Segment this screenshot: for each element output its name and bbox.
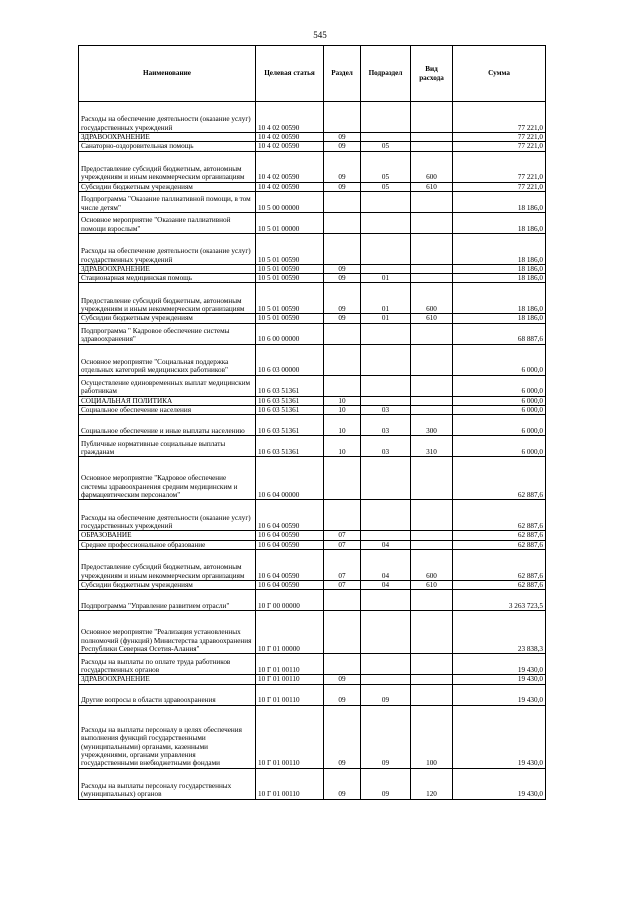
row-sum: 62 887,6 bbox=[453, 457, 546, 500]
row-subsection: 09 bbox=[361, 768, 411, 799]
row-section bbox=[324, 457, 361, 500]
row-section: 09 bbox=[324, 274, 361, 283]
row-type: 610 bbox=[411, 182, 453, 191]
row-type bbox=[411, 142, 453, 151]
row-subsection: 01 bbox=[361, 314, 411, 323]
row-subsection: 01 bbox=[361, 274, 411, 283]
row-code: 10 Г 01 00110 bbox=[256, 654, 324, 675]
header-section: Раздел bbox=[324, 46, 361, 102]
row-subsection bbox=[361, 133, 411, 142]
row-code: 10 6 04 00590 bbox=[256, 580, 324, 589]
row-type: 300 bbox=[411, 415, 453, 436]
row-sum: 77 221,0 bbox=[453, 133, 546, 142]
row-sum: 19 430,0 bbox=[453, 654, 546, 675]
table-row bbox=[79, 580, 546, 589]
row-name: Стационарная медицинская помощь bbox=[79, 274, 256, 283]
row-type bbox=[411, 233, 453, 264]
row-subsection: 09 bbox=[361, 705, 411, 768]
row-name: Предоставление субсидий бюджетным, автономным учреждениям и иным некоммерческим организациям bbox=[79, 549, 256, 580]
row-name: Предоставление субсидий бюджетным, автономным учреждениям и иным некоммерческим организациям bbox=[79, 151, 256, 182]
table-row bbox=[79, 540, 546, 549]
row-name: Основное мероприятие "Оказание паллиативной помощи взрослым" bbox=[79, 212, 256, 233]
table-row bbox=[79, 590, 546, 611]
row-code: 10 6 03 51361 bbox=[256, 415, 324, 436]
row-code: 10 6 03 51361 bbox=[256, 375, 324, 396]
row-subsection bbox=[361, 590, 411, 611]
row-type bbox=[411, 102, 453, 133]
row-subsection bbox=[361, 375, 411, 396]
row-subsection: 04 bbox=[361, 580, 411, 589]
table-row bbox=[79, 457, 546, 500]
row-name: ЗДРАВООХРАНЕНИЕ bbox=[79, 264, 256, 273]
row-name: ОБРАЗОВАНИЕ bbox=[79, 531, 256, 540]
row-type bbox=[411, 191, 453, 212]
row-subsection: 05 bbox=[361, 142, 411, 151]
table-row bbox=[79, 142, 546, 151]
row-name: ЗДРАВООХРАНЕНИЕ bbox=[79, 675, 256, 684]
row-section: 09 bbox=[324, 182, 361, 191]
row-type bbox=[411, 323, 453, 344]
row-name: Субсидии бюджетным учреждениям bbox=[79, 314, 256, 323]
row-name: Субсидии бюджетным учреждениям bbox=[79, 182, 256, 191]
header-subsection: Подраздел bbox=[361, 46, 411, 102]
table-row bbox=[79, 182, 546, 191]
table-row bbox=[79, 611, 546, 654]
table-row bbox=[79, 654, 546, 675]
row-type bbox=[411, 396, 453, 405]
budget-table bbox=[78, 45, 546, 800]
row-subsection bbox=[361, 654, 411, 675]
row-subsection bbox=[361, 457, 411, 500]
row-section: 10 bbox=[324, 436, 361, 457]
row-section: 07 bbox=[324, 531, 361, 540]
row-subsection bbox=[361, 611, 411, 654]
row-sum: 62 887,6 bbox=[453, 531, 546, 540]
row-code: 10 6 00 00000 bbox=[256, 323, 324, 344]
row-subsection bbox=[361, 264, 411, 273]
table-row bbox=[79, 436, 546, 457]
row-sum: 6 000,0 bbox=[453, 375, 546, 396]
row-type bbox=[411, 375, 453, 396]
table-row bbox=[79, 531, 546, 540]
row-section: 09 bbox=[324, 684, 361, 705]
row-sum: 23 838,3 bbox=[453, 611, 546, 654]
row-sum: 18 186,0 bbox=[453, 314, 546, 323]
row-name: Публичные нормативные социальные выплаты гражданам bbox=[79, 436, 256, 457]
row-type: 600 bbox=[411, 549, 453, 580]
row-name: Основное мероприятие "Кадровое обеспечение системы здравоохранения средним медицинским и фармацевтическим персоналом" bbox=[79, 457, 256, 500]
row-sum: 77 221,0 bbox=[453, 151, 546, 182]
row-section: 10 bbox=[324, 415, 361, 436]
page-number: 545 bbox=[313, 30, 327, 40]
row-subsection bbox=[361, 675, 411, 684]
header-sum: Сумма bbox=[453, 46, 546, 102]
row-subsection: 05 bbox=[361, 182, 411, 191]
row-name: Среднее профессиональное образование bbox=[79, 540, 256, 549]
row-name: Социальное обеспечение населения bbox=[79, 406, 256, 415]
row-code: 10 5 01 00590 bbox=[256, 233, 324, 264]
row-sum: 18 186,0 bbox=[453, 212, 546, 233]
row-sum: 6 000,0 bbox=[453, 344, 546, 375]
row-subsection bbox=[361, 191, 411, 212]
row-name: СОЦИАЛЬНАЯ ПОЛИТИКА bbox=[79, 396, 256, 405]
row-section: 09 bbox=[324, 142, 361, 151]
row-subsection bbox=[361, 344, 411, 375]
table-row bbox=[79, 212, 546, 233]
row-section: 09 bbox=[324, 151, 361, 182]
row-sum: 6 000,0 bbox=[453, 415, 546, 436]
row-code: 10 6 04 00590 bbox=[256, 549, 324, 580]
row-code: 10 Г 01 00110 bbox=[256, 768, 324, 799]
row-section bbox=[324, 212, 361, 233]
row-name: Социальное обеспечение и иные выплаты населению bbox=[79, 415, 256, 436]
table-row bbox=[79, 102, 546, 133]
row-subsection bbox=[361, 102, 411, 133]
row-sum: 3 263 723,5 bbox=[453, 590, 546, 611]
row-sum: 68 887,6 bbox=[453, 323, 546, 344]
row-name: Подпрограмма "Оказание паллиативной помощи, в том числе детям" bbox=[79, 191, 256, 212]
row-subsection: 05 bbox=[361, 151, 411, 182]
row-section: 09 bbox=[324, 675, 361, 684]
row-subsection: 03 bbox=[361, 406, 411, 415]
row-name: ЗДРАВООХРАНЕНИЕ bbox=[79, 133, 256, 142]
table-row bbox=[79, 375, 546, 396]
row-type bbox=[411, 264, 453, 273]
row-section bbox=[324, 323, 361, 344]
row-code: 10 Г 01 00110 bbox=[256, 675, 324, 684]
row-code: 10 6 04 00590 bbox=[256, 540, 324, 549]
row-section: 09 bbox=[324, 314, 361, 323]
table-row bbox=[79, 274, 546, 283]
table-row bbox=[79, 396, 546, 405]
row-code: 10 5 01 00000 bbox=[256, 212, 324, 233]
table-row bbox=[79, 415, 546, 436]
row-name: Расходы на обеспечение деятельности (оказание услуг) государственных учреждений bbox=[79, 233, 256, 264]
table-row bbox=[79, 314, 546, 323]
row-type: 600 bbox=[411, 283, 453, 314]
row-subsection: 03 bbox=[361, 436, 411, 457]
row-sum: 19 430,0 bbox=[453, 768, 546, 799]
row-section bbox=[324, 102, 361, 133]
row-subsection: 04 bbox=[361, 549, 411, 580]
row-sum: 19 430,0 bbox=[453, 684, 546, 705]
table-row bbox=[79, 264, 546, 273]
row-type bbox=[411, 540, 453, 549]
row-section: 09 bbox=[324, 768, 361, 799]
row-sum: 62 887,6 bbox=[453, 500, 546, 531]
row-sum: 62 887,6 bbox=[453, 540, 546, 549]
row-code: 10 Г 01 00110 bbox=[256, 684, 324, 705]
row-sum: 18 186,0 bbox=[453, 264, 546, 273]
row-section: 09 bbox=[324, 133, 361, 142]
row-type bbox=[411, 500, 453, 531]
table-row bbox=[79, 323, 546, 344]
row-code: 10 6 04 00590 bbox=[256, 531, 324, 540]
row-subsection bbox=[361, 323, 411, 344]
row-sum: 6 000,0 bbox=[453, 396, 546, 405]
row-type: 610 bbox=[411, 580, 453, 589]
row-section: 10 bbox=[324, 406, 361, 415]
row-name: Расходы на обеспечение деятельности (оказание услуг) государственных учреждений bbox=[79, 102, 256, 133]
row-section bbox=[324, 590, 361, 611]
row-sum: 62 887,6 bbox=[453, 549, 546, 580]
row-sum: 6 000,0 bbox=[453, 436, 546, 457]
row-section bbox=[324, 500, 361, 531]
row-section: 09 bbox=[324, 283, 361, 314]
row-code: 10 4 02 00590 bbox=[256, 133, 324, 142]
row-section bbox=[324, 611, 361, 654]
table-row bbox=[79, 500, 546, 531]
row-name: Основное мероприятие "Реализация установленных полномочий (функций) Министерства здравоохранения Республики Северная Осетия-Алания" bbox=[79, 611, 256, 654]
row-code: 10 Г 01 00110 bbox=[256, 705, 324, 768]
row-type bbox=[411, 684, 453, 705]
row-type: 600 bbox=[411, 151, 453, 182]
header-type: Вид расхода bbox=[411, 46, 453, 102]
row-name: Предоставление субсидий бюджетным, автономным учреждениям и иным некоммерческим организациям bbox=[79, 283, 256, 314]
row-name: Другие вопросы в области здравоохранения bbox=[79, 684, 256, 705]
row-section bbox=[324, 344, 361, 375]
table-row bbox=[79, 549, 546, 580]
row-name: Расходы на выплаты по оплате труда работников государственных органов bbox=[79, 654, 256, 675]
table-row bbox=[79, 684, 546, 705]
row-subsection bbox=[361, 212, 411, 233]
header-code: Целевая статья bbox=[256, 46, 324, 102]
row-subsection: 04 bbox=[361, 540, 411, 549]
row-type bbox=[411, 212, 453, 233]
table-row bbox=[79, 406, 546, 415]
row-sum: 19 430,0 bbox=[453, 675, 546, 684]
row-sum: 18 186,0 bbox=[453, 191, 546, 212]
row-sum: 77 221,0 bbox=[453, 102, 546, 133]
row-section: 09 bbox=[324, 264, 361, 273]
table-row bbox=[79, 344, 546, 375]
row-sum: 18 186,0 bbox=[453, 274, 546, 283]
row-code: 10 4 02 00590 bbox=[256, 102, 324, 133]
row-sum: 18 186,0 bbox=[453, 233, 546, 264]
row-subsection bbox=[361, 396, 411, 405]
table-row bbox=[79, 191, 546, 212]
row-name: Расходы на выплаты персоналу в целях обеспечения выполнения функций государственными (муниципальными) органами, казенными учреждениями, органами управления государственными внебюджетными фондами bbox=[79, 705, 256, 768]
row-subsection bbox=[361, 500, 411, 531]
table-row bbox=[79, 768, 546, 799]
row-type bbox=[411, 654, 453, 675]
row-subsection: 09 bbox=[361, 684, 411, 705]
row-sum: 77 221,0 bbox=[453, 182, 546, 191]
row-section bbox=[324, 654, 361, 675]
row-type bbox=[411, 590, 453, 611]
row-code: 10 6 03 00000 bbox=[256, 344, 324, 375]
row-sum: 62 887,6 bbox=[453, 580, 546, 589]
row-section bbox=[324, 233, 361, 264]
row-type bbox=[411, 406, 453, 415]
row-type: 310 bbox=[411, 436, 453, 457]
table-row bbox=[79, 151, 546, 182]
row-sum: 18 186,0 bbox=[453, 283, 546, 314]
row-name: Санаторно-оздоровительная помощь bbox=[79, 142, 256, 151]
row-code: 10 6 04 00000 bbox=[256, 457, 324, 500]
row-section: 07 bbox=[324, 540, 361, 549]
table-row bbox=[79, 233, 546, 264]
row-type bbox=[411, 344, 453, 375]
row-type bbox=[411, 531, 453, 540]
row-name: Расходы на выплаты персоналу государственных (муниципальных) органов bbox=[79, 768, 256, 799]
row-type bbox=[411, 133, 453, 142]
row-type bbox=[411, 675, 453, 684]
row-code: 10 5 01 00590 bbox=[256, 314, 324, 323]
row-section: 09 bbox=[324, 705, 361, 768]
row-code: 10 4 02 00590 bbox=[256, 142, 324, 151]
row-type: 100 bbox=[411, 705, 453, 768]
row-type bbox=[411, 457, 453, 500]
table-row bbox=[79, 675, 546, 684]
row-section: 07 bbox=[324, 580, 361, 589]
row-code: 10 6 03 51361 bbox=[256, 396, 324, 405]
row-code: 10 4 02 00590 bbox=[256, 151, 324, 182]
table-row bbox=[79, 133, 546, 142]
row-section bbox=[324, 375, 361, 396]
table-row bbox=[79, 705, 546, 768]
row-code: 10 5 01 00590 bbox=[256, 283, 324, 314]
table-row bbox=[79, 283, 546, 314]
row-type: 610 bbox=[411, 314, 453, 323]
row-name: Расходы на обеспечение деятельности (оказание услуг) государственных учреждений bbox=[79, 500, 256, 531]
row-code: 10 5 01 00590 bbox=[256, 274, 324, 283]
row-subsection: 01 bbox=[361, 283, 411, 314]
row-type: 120 bbox=[411, 768, 453, 799]
row-name: Подпрограмма "Управление развитием отрасли" bbox=[79, 590, 256, 611]
row-sum: 19 430,0 bbox=[453, 705, 546, 768]
row-name: Подпрограмма " Кадровое обеспечение системы здравоохранения" bbox=[79, 323, 256, 344]
row-code: 10 5 00 00000 bbox=[256, 191, 324, 212]
row-name: Субсидии бюджетным учреждениям bbox=[79, 580, 256, 589]
row-section bbox=[324, 191, 361, 212]
row-sum: 6 000,0 bbox=[453, 406, 546, 415]
row-name: Осуществление единовременных выплат медицинским работникам bbox=[79, 375, 256, 396]
row-section: 07 bbox=[324, 549, 361, 580]
row-type bbox=[411, 274, 453, 283]
row-code: 10 5 01 00590 bbox=[256, 264, 324, 273]
row-subsection bbox=[361, 531, 411, 540]
row-name: Основное мероприятие "Социальная поддержка отдельных категорий медицинских работников" bbox=[79, 344, 256, 375]
row-type bbox=[411, 611, 453, 654]
row-subsection: 03 bbox=[361, 415, 411, 436]
row-code: 10 Г 01 00000 bbox=[256, 611, 324, 654]
row-code: 10 Г 00 00000 bbox=[256, 590, 324, 611]
table-header-row bbox=[79, 46, 546, 102]
row-subsection bbox=[361, 233, 411, 264]
header-name: Наименование bbox=[79, 46, 256, 102]
row-code: 10 6 04 00590 bbox=[256, 500, 324, 531]
row-section: 10 bbox=[324, 396, 361, 405]
row-code: 10 4 02 00590 bbox=[256, 182, 324, 191]
row-code: 10 6 03 51361 bbox=[256, 436, 324, 457]
row-sum: 77 221,0 bbox=[453, 142, 546, 151]
row-code: 10 6 03 51361 bbox=[256, 406, 324, 415]
